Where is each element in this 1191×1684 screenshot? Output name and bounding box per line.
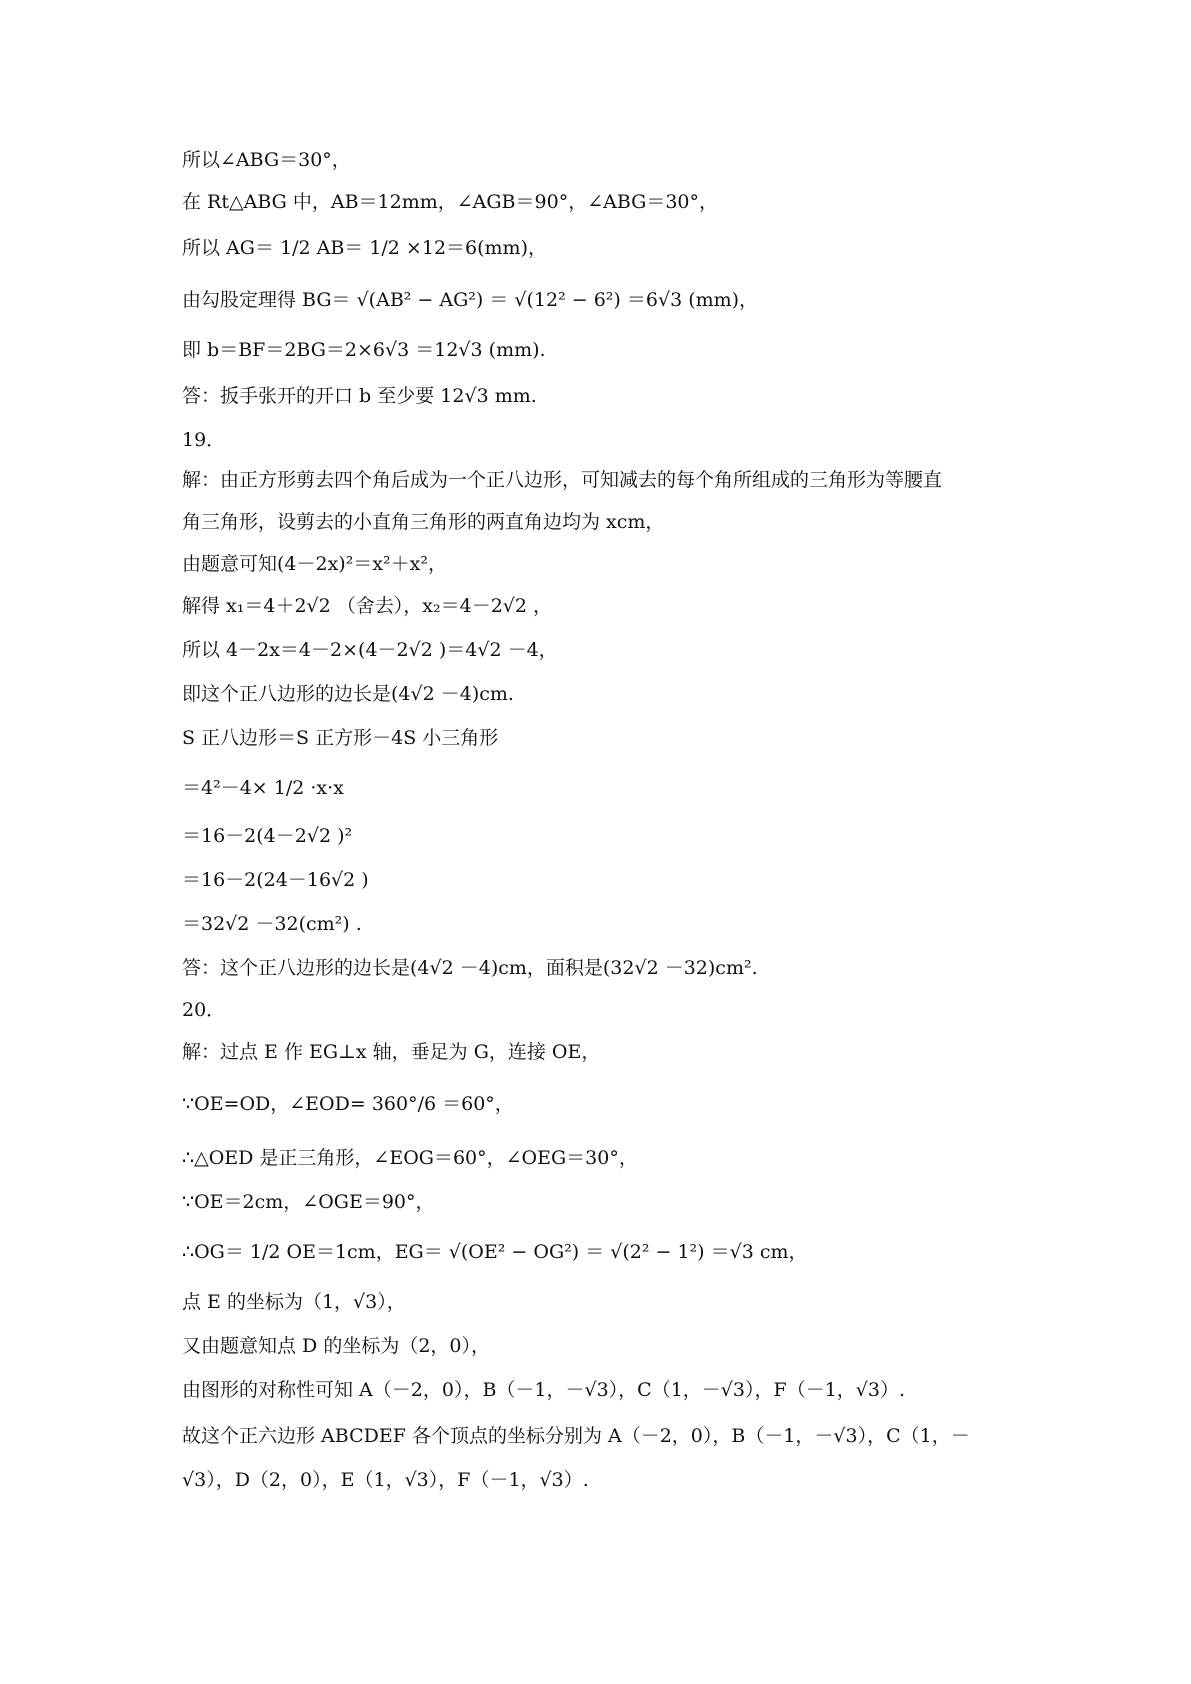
text-line: ＝32√2 －32(cm²) .: [182, 913, 362, 935]
question-number: 20．: [182, 999, 226, 1021]
text-line: 又由题意知点 D 的坐标为（2，0），: [182, 1335, 490, 1357]
text-line: ∴△OED 是正三角形，∠EOG＝60°，∠OEG＝30°，: [182, 1147, 638, 1169]
text-line: ∵OE=OD，∠EOD= 360°/6 ＝60°，: [182, 1093, 514, 1115]
text-line: ∵OE＝2cm，∠OGE＝90°，: [182, 1191, 435, 1213]
text-line: 所以∠ABG＝30°，: [182, 149, 351, 171]
text-line: 角三角形，设剪去的小直角三角形的两直角边均为 xcm，: [182, 511, 665, 533]
text-line: 在 Rt△ABG 中，AB＝12mm，∠AGB＝90°，∠ABG＝30°，: [182, 191, 719, 213]
text-line: 所以 AG＝ 1/2 AB＝ 1/2 ×12＝6(mm)，: [182, 237, 547, 259]
text-line: S 正八边形＝S 正方形－4S 小三角形: [182, 727, 499, 749]
text-line: 由图形的对称性可知 A（－2，0），B（－1，－√3），C（1，－√3），F（－1，√3）.: [182, 1379, 906, 1401]
text-line: 即 b＝BF＝2BG＝2×6√3 ＝12√3 (mm).: [182, 339, 546, 361]
text-line: √3），D（2，0），E（1，√3），F（－1，√3）.: [182, 1469, 589, 1491]
question-number: 19．: [182, 429, 226, 451]
text-line: 答：扳手张开的开口 b 至少要 12√3 mm.: [182, 385, 537, 407]
text-line: 故这个正六边形 ABCDEF 各个顶点的坐标分别为 A（－2，0），B（－1，－√3），C（1，－: [182, 1425, 970, 1447]
text-line: ∴OG＝ 1/2 OE＝1cm，EG＝ √(OE² − OG²) ＝ √(2² − 1²) ＝√3 cm，: [182, 1241, 808, 1263]
text-line: 解：由正方形剪去四个角后成为一个正八边形，可知减去的每个角所组成的三角形为等腰直: [182, 469, 943, 491]
text-line: 点 E 的坐标为（1，√3），: [182, 1291, 406, 1313]
text-line: ＝16－2(4－2√2 )²: [182, 825, 353, 847]
text-line: ＝4²－4× 1/2 ·x·x: [182, 777, 344, 799]
text-line: 由题意可知(4－2x)²＝x²＋x²，: [182, 553, 447, 575]
text-line: ＝16－2(24－16√2 ): [182, 869, 369, 891]
text-line: 答：这个正八边形的边长是(4√2 －4)cm，面积是(32√2 －32)cm².: [182, 957, 758, 979]
text-line: 解得 x₁＝4＋2√2 （舍去），x₂＝4－2√2 ，: [182, 595, 553, 617]
text-line: 由勾股定理得 BG＝ √(AB² − AG²) ＝ √(12² − 6²) ＝6√3 (mm)，: [182, 289, 759, 311]
text-line: 即这个正八边形的边长是(4√2 －4)cm.: [182, 683, 514, 705]
text-line: 所以 4－2x＝4－2×(4－2√2 )＝4√2 －4，: [182, 639, 558, 661]
text-line: 解：过点 E 作 EG⊥x 轴，垂足为 G，连接 OE，: [182, 1041, 601, 1063]
